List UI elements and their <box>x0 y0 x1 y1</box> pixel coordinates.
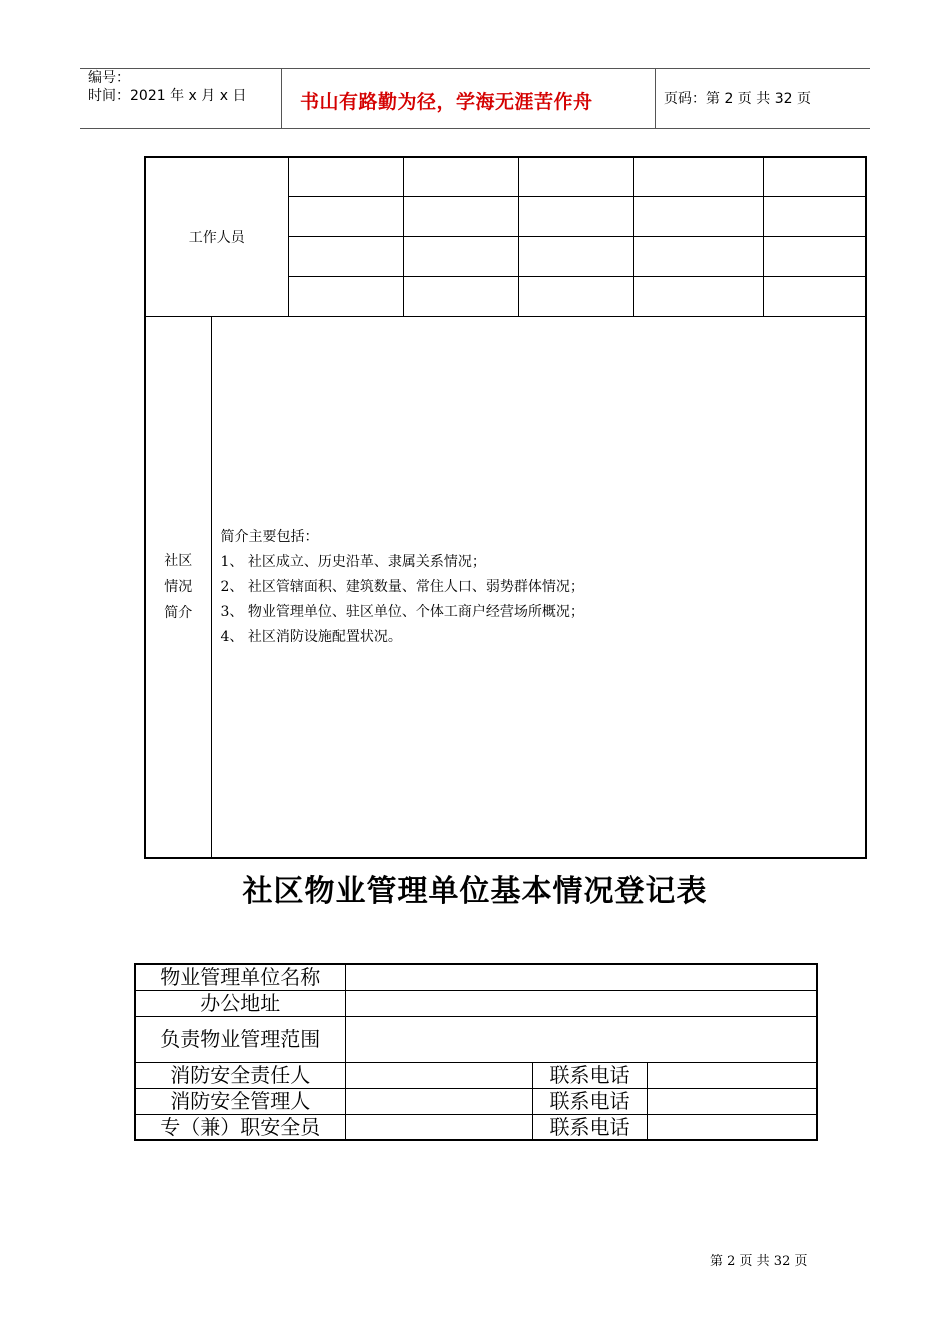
intro-item: 3、 物业管理单位、驻区单位、个体工商户经营场所概况； <box>220 603 584 620</box>
staff-cell[interactable] <box>763 196 866 236</box>
contact-name-cell[interactable] <box>345 1062 532 1088</box>
name-label-cell <box>135 964 345 990</box>
header-divider <box>655 68 656 129</box>
header-time-label: 时间：2021 年 x 月 x 日 <box>88 88 247 104</box>
contact-role-cell <box>135 1114 345 1140</box>
contact-role-label: 消防安全责任人 <box>170 1063 311 1087</box>
phone-label-cell <box>532 1088 647 1114</box>
staff-cell[interactable] <box>763 276 866 316</box>
header-bottom-rule <box>80 128 870 129</box>
staff-cell[interactable] <box>518 196 633 236</box>
phone-label: 联系电话 <box>549 1114 630 1139</box>
intro-label-cell <box>145 316 211 858</box>
intro-label-line: 情况 <box>164 578 193 595</box>
intro-item: 1、 社区成立、历史沿革、隶属关系情况； <box>220 553 486 570</box>
staff-label: 工作人员 <box>188 229 245 246</box>
scope-value-cell[interactable] <box>345 1016 817 1062</box>
scope-label: 负责物业管理范围 <box>160 1027 321 1051</box>
staff-cell[interactable] <box>403 196 518 236</box>
page-title: 社区物业管理单位基本情况登记表 <box>242 874 708 909</box>
intro-item: 2、 社区管辖面积、建筑数量、常住人口、弱势群体情况； <box>220 578 584 595</box>
header-motto: 书山有路勤为径，学海无涯苦作舟 <box>300 91 593 113</box>
staff-cell[interactable] <box>763 157 866 196</box>
intro-item: 4、 社区消防设施配置状况。 <box>220 628 402 645</box>
scope-label-cell <box>135 1016 345 1062</box>
staff-cell[interactable] <box>288 196 403 236</box>
contact-role-label: 消防安全管理人 <box>170 1089 311 1113</box>
address-value-cell[interactable] <box>345 990 817 1016</box>
header-divider <box>281 68 282 129</box>
phone-label: 联系电话 <box>549 1063 630 1087</box>
staff-label-cell <box>145 157 288 316</box>
header-top-rule <box>80 68 870 69</box>
staff-cell[interactable] <box>288 157 403 196</box>
contact-name-cell[interactable] <box>345 1088 532 1114</box>
intro-content-cell[interactable] <box>211 316 866 858</box>
community-info-table <box>144 156 867 859</box>
property-registration-table <box>134 963 818 1141</box>
staff-cell[interactable] <box>518 157 633 196</box>
phone-value-cell[interactable] <box>647 1088 817 1114</box>
contact-role-cell <box>135 1088 345 1114</box>
intro-label-line: 简介 <box>164 604 193 621</box>
name-label: 物业管理单位名称 <box>160 965 321 990</box>
staff-cell[interactable] <box>518 276 633 316</box>
phone-value-cell[interactable] <box>647 1062 817 1088</box>
phone-label-cell <box>532 1062 647 1088</box>
staff-cell[interactable] <box>518 236 633 276</box>
intro-label-line: 社区 <box>164 552 193 569</box>
name-value-cell[interactable] <box>345 964 817 990</box>
contact-role-label: 专（兼）职安全员 <box>160 1114 321 1139</box>
phone-value-cell[interactable] <box>647 1114 817 1140</box>
address-label: 办公地址 <box>200 991 281 1015</box>
staff-cell[interactable] <box>403 276 518 316</box>
staff-cell[interactable] <box>763 236 866 276</box>
address-label-cell <box>135 990 345 1016</box>
staff-cell[interactable] <box>403 236 518 276</box>
staff-cell[interactable] <box>288 276 403 316</box>
staff-cell[interactable] <box>633 157 763 196</box>
phone-label-cell <box>532 1114 647 1140</box>
staff-cell[interactable] <box>403 157 518 196</box>
page-footer: 第 2 页 共 32 页 <box>710 1254 808 1269</box>
intro-heading: 简介主要包括： <box>220 528 319 545</box>
header-page-label: 页码：第 2 页 共 32 页 <box>664 91 811 107</box>
phone-label: 联系电话 <box>549 1089 630 1113</box>
staff-cell[interactable] <box>633 196 763 236</box>
staff-cell[interactable] <box>288 236 403 276</box>
contact-role-cell <box>135 1062 345 1088</box>
contact-name-cell[interactable] <box>345 1114 532 1140</box>
header-number-label: 编号： <box>88 70 130 86</box>
staff-cell[interactable] <box>633 236 763 276</box>
staff-cell[interactable] <box>633 276 763 316</box>
